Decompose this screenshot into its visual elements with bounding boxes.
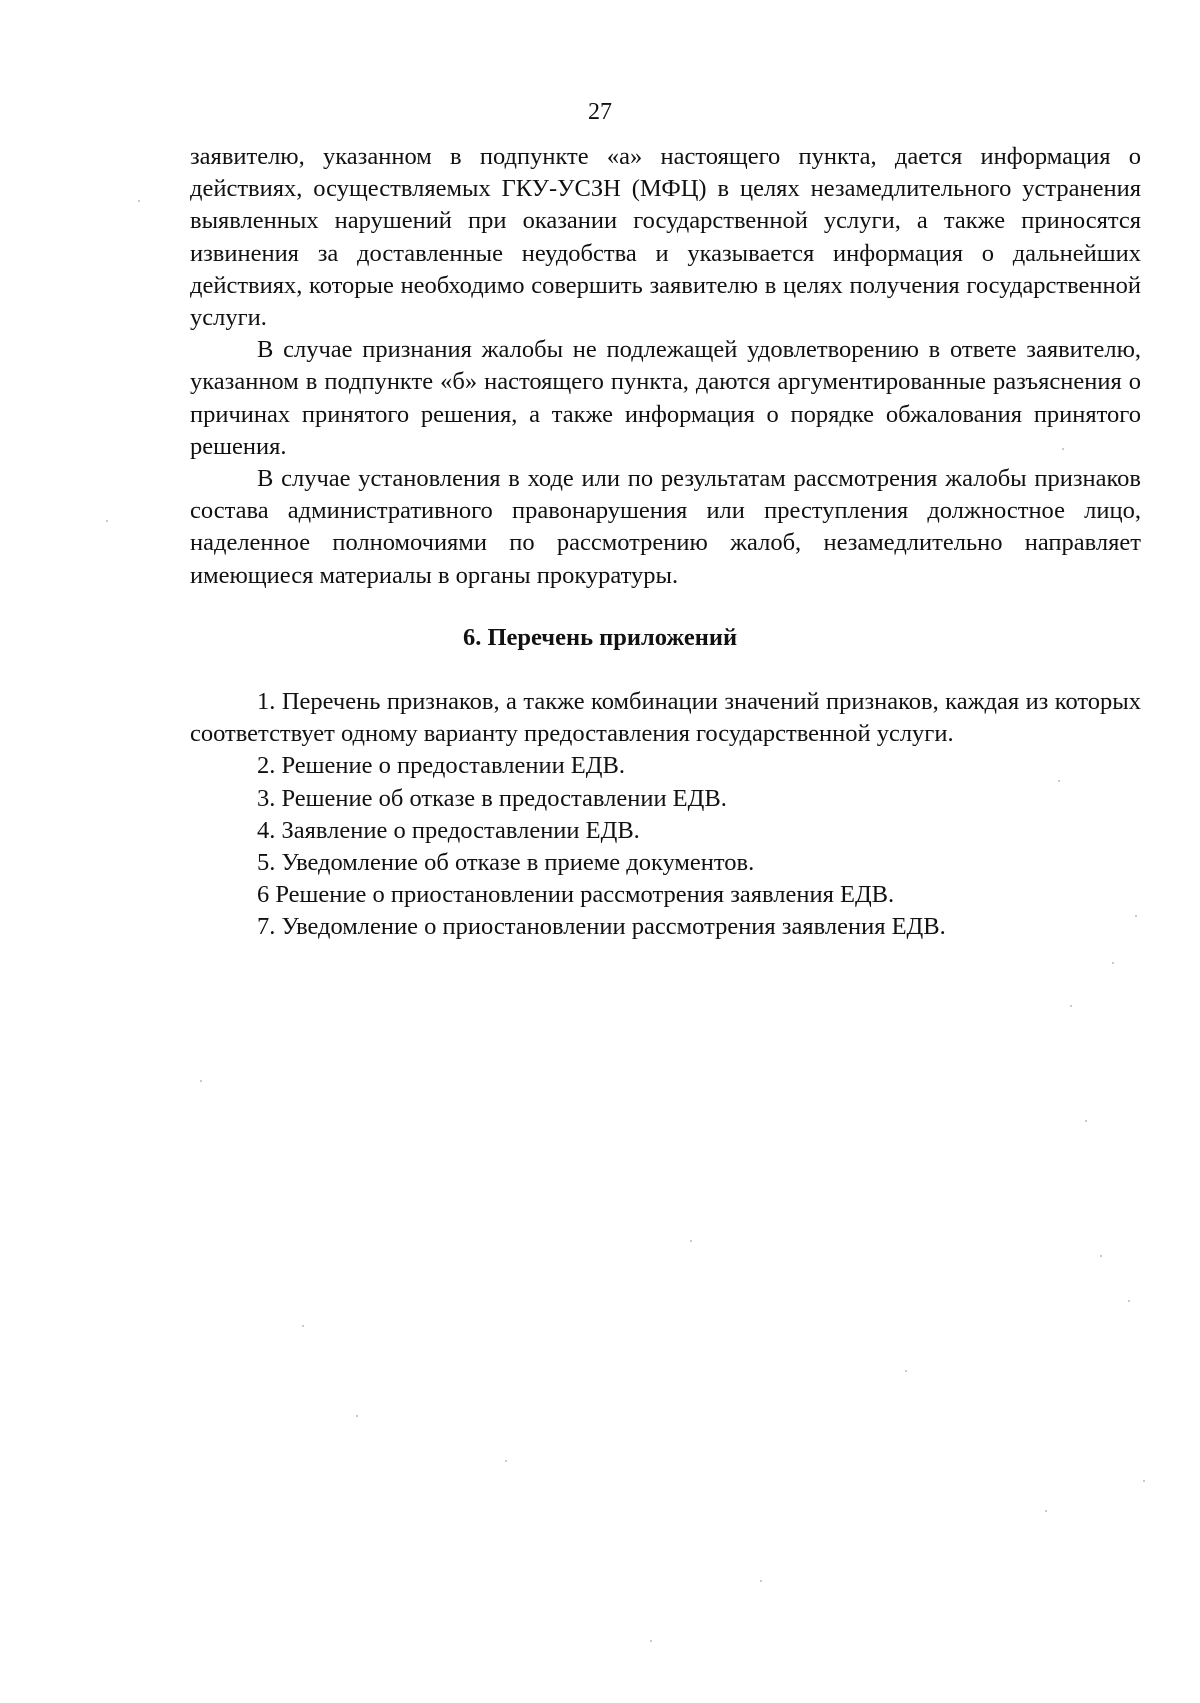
scan-speckle: [1045, 1510, 1047, 1512]
scan-speckle: [138, 200, 140, 202]
appendix-item-2: 2. Решение о предоставлении ЕДВ.: [257, 752, 625, 780]
appendix-item-1: 1. Перечень признаков, а также комбинации значений признаков, каждая из которых соответствует одному варианту предоставления государственной услуги.: [190, 688, 1141, 748]
appendix-list: [190, 686, 1141, 944]
scan-speckle: [302, 1325, 304, 1327]
appendix-item-7: 7. Уведомление о приостановлении рассмотрения заявления ЕДВ.: [257, 913, 946, 941]
scan-speckle: [650, 1640, 652, 1642]
appendix-item-3: 3. Решение об отказе в предоставлении ЕДВ.: [257, 784, 727, 812]
section-heading-appendices: 6. Перечень приложений: [462, 624, 738, 651]
scan-speckle: [106, 520, 108, 522]
paragraph-complaint-rejected: В случае признания жалобы не подлежащей удовлетворению в ответе заявителю, указанном в подпункте «б» настоящего пункта, даются аргументированные разъяснения о причинах принятого решения, а также информация о порядке обжалования принятого решения.: [190, 336, 1141, 460]
scan-speckle: [1135, 915, 1137, 917]
scan-speckle: [356, 1415, 358, 1417]
scan-speckle: [1128, 1300, 1130, 1302]
body-text: [190, 141, 1141, 592]
scan-speckle: [905, 1370, 907, 1372]
scan-speckle: [1085, 1120, 1087, 1122]
scan-speckle: [1143, 1480, 1145, 1482]
scan-speckle: [1100, 1255, 1102, 1257]
scan-speckle: [1058, 780, 1060, 782]
paragraph-continuation: заявителю, указанном в подпункте «а» настоящего пункта, дается информация о действиях, осуществляемых ГКУ-УСЗН (МФЦ) в целях незамедлительного устранения выявленных нарушений при оказании государственной услуги, а также приносятся извинения за доставленные неудобства и указывается информация о дальнейших действиях, которые необходимо совершить заявителю в целях получения государственной услуги.: [190, 143, 1141, 332]
appendix-item-4: 4. Заявление о предоставлении ЕДВ.: [257, 816, 640, 844]
scan-speckle: [200, 1080, 202, 1082]
scan-speckle: [690, 1240, 692, 1242]
scan-speckle: [760, 1580, 762, 1582]
scan-speckle: [1070, 1005, 1072, 1007]
appendix-item-6: 6 Решение о приостановлении рассмотрения заявления ЕДВ.: [257, 881, 895, 909]
scan-speckle: [1112, 962, 1114, 964]
scan-speckle: [505, 1460, 507, 1462]
appendix-item-5: 5. Уведомление об отказе в приеме документов.: [257, 849, 755, 877]
page-number: 27: [588, 99, 612, 125]
paragraph-violation-found: В случае установления в ходе или по результатам рассмотрения жалобы признаков состава административного правонарушения или преступления должностное лицо, наделенное полномочиями по рассмотрению жалоб, незамедлительно направляет имеющиеся материалы в органы прокуратуры.: [190, 465, 1141, 589]
scan-speckle: [1062, 448, 1064, 450]
